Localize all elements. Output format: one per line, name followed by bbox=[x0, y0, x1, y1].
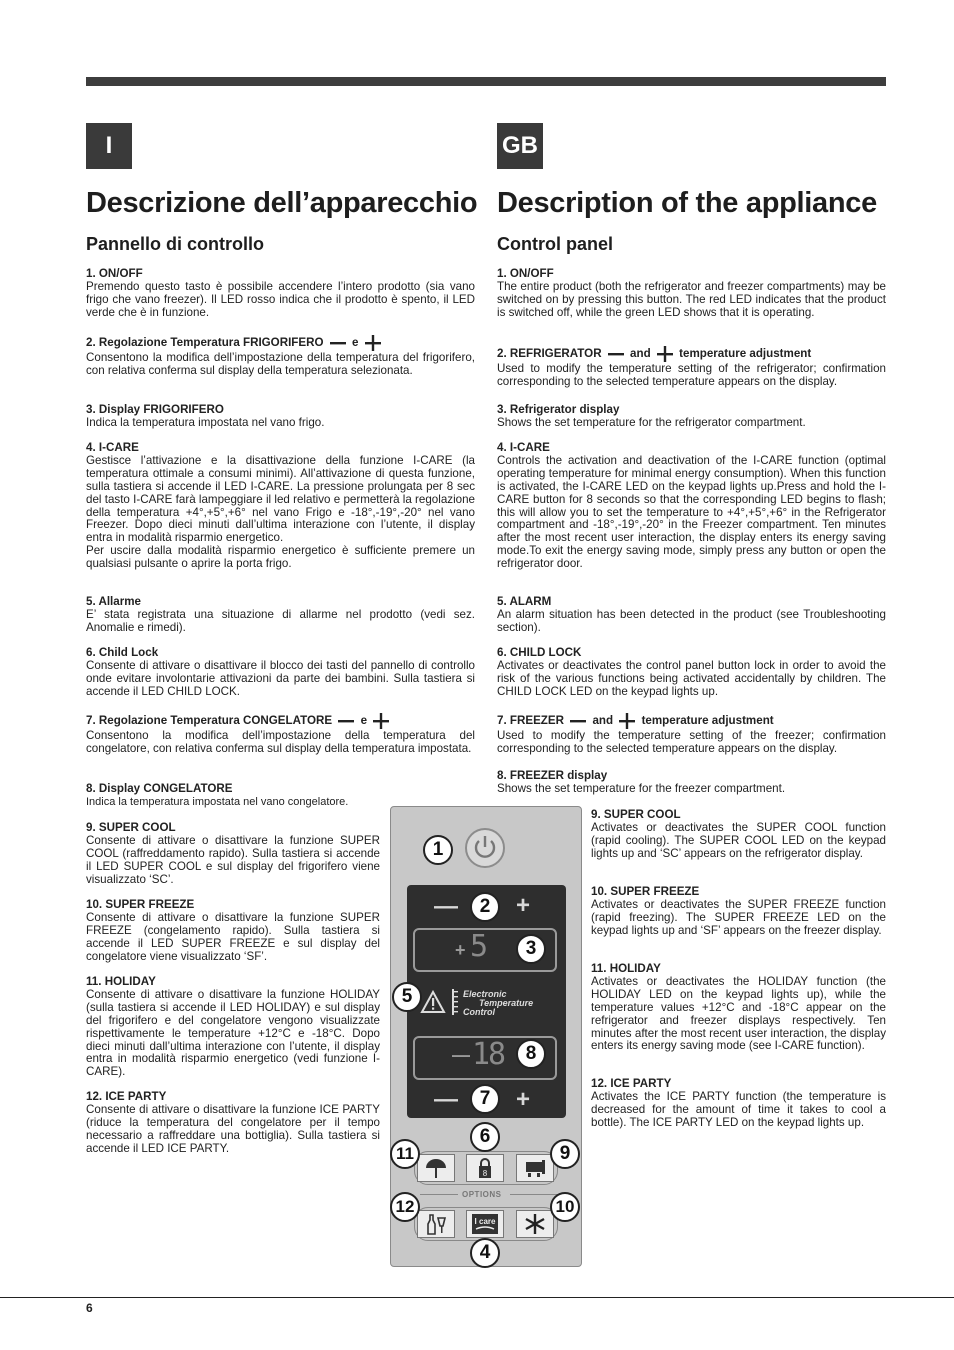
it-section-8 bbox=[86, 783, 475, 809]
section-heading: 9. SUPER COOL bbox=[591, 808, 681, 821]
freezer-minus-key: — bbox=[434, 1086, 458, 1113]
callout-1: 1 bbox=[423, 835, 453, 865]
section-heading: 7. FREEZER bbox=[497, 714, 564, 728]
section-body: Gestisce l’attivazione e la disattivazione della funzione I-CARE (la temperatura ottimale a consumi minimi). All’attivazione di questa funzione, sulla tastiera si accende il LED I-CARE. La pressione prolungata per 8 sec del tasto I-CARE farà lampeggiare il led relativo e permetterà la regolazione della temperatura +4°,+5°,+6° nel vano Frigo e -18°,-19°,-20° nel vano Freezer. Dopo dieci minuti dall’ultima interazione con l’utente, il display entra in modalità risparmio energetico. bbox=[86, 453, 475, 545]
section-body: E’ stata registrata una situazione di allarme nel prodotto (vedi sez. Anomalie e rimedi). bbox=[86, 607, 475, 634]
section-heading: 9. SUPER COOL bbox=[86, 821, 176, 834]
plus-icon bbox=[656, 345, 674, 363]
section-heading: 8. Display CONGELATORE bbox=[86, 782, 233, 795]
minus-icon bbox=[569, 716, 587, 726]
fridge-temperature-readout: 5 bbox=[470, 929, 487, 964]
section-body: Used to modify the temperature setting of the freezer; confirmation corresponding to the selected temperature appears on the display. bbox=[497, 729, 886, 755]
brand-line-3: Control bbox=[463, 1007, 495, 1017]
fridge-sign: + bbox=[455, 940, 466, 960]
bottom-rule bbox=[0, 1297, 954, 1298]
ice-party-key bbox=[417, 1210, 455, 1238]
minus-icon bbox=[337, 716, 355, 726]
section-heading: 10. SUPER FREEZE bbox=[86, 898, 195, 911]
it-section-9 bbox=[86, 822, 380, 887]
super-cool-icon bbox=[522, 1157, 548, 1179]
plus-icon bbox=[618, 712, 636, 730]
section-heading: 4. I-CARE bbox=[497, 441, 550, 454]
gb-section-4 bbox=[497, 442, 886, 571]
minus-icon bbox=[607, 349, 625, 359]
i-care-key bbox=[466, 1210, 504, 1238]
child-lock-key bbox=[466, 1154, 504, 1182]
section-title-gb: Control panel bbox=[497, 234, 613, 254]
section-body: Premendo questo tasto è possibile accendere l’intero prodotto (sia vano frigo che vano freezer). Il LED rosso indica che il prodotto è spento, il LED verde che è in funzione. bbox=[86, 279, 475, 319]
section-heading: 2. Regolazione Temperatura FRIGORIFERO bbox=[86, 336, 324, 350]
section-body: Activates or deactivates the HOLIDAY function (the HOLIDAY LED on the keypad lights up), while the temperature values +12°C and -18°C appear on the refrigerator and freezer displays respectively. Ten minutes after the most recent user interaction, the display enters its energy saving mode (see I-CARE function). bbox=[591, 974, 886, 1053]
it-section-4 bbox=[86, 442, 475, 571]
gb-section-11 bbox=[591, 963, 886, 1053]
gb-section-9 bbox=[591, 809, 886, 861]
section-body: Consentono la modifica dell’impostazione della temperatura del frigorifero, con relativa conferma sul display della temperatura selezionata. bbox=[86, 351, 475, 377]
it-section-11 bbox=[86, 976, 380, 1079]
gb-section-12 bbox=[591, 1078, 886, 1130]
snowflake-icon bbox=[523, 1212, 547, 1236]
section-body: Consentono la modifica dell’impostazione della temperatura del congelatore, con relativa conferma sul display della temperatura impostata. bbox=[86, 729, 475, 755]
section-body: Indica la temperatura impostata nel vano frigo. bbox=[86, 415, 325, 429]
thermometer-icon bbox=[451, 988, 461, 1018]
gb-section-1 bbox=[497, 268, 886, 320]
heading-conjunction: e bbox=[351, 336, 359, 350]
i-care-text: I care bbox=[474, 1217, 496, 1226]
section-heading: 10. SUPER FREEZE bbox=[591, 885, 700, 898]
section-body: Consente di attivare o disattivare la funzione SUPER COOL (raffreddamento rapido). Sulla tastiera si accende il LED SUPER COOL e sul display del frigorifero viene visualizzato ‘SC’. bbox=[86, 833, 380, 886]
section-heading: 8. FREEZER display bbox=[497, 769, 608, 782]
section-body: Activates or deactivates the control panel button lock in order to avoid the risk of the various functions being activated accidentally by children. The CHILD LOCK LED on the keypad lights up. bbox=[497, 658, 886, 698]
top-rule bbox=[86, 77, 886, 86]
section-heading: 3. Refrigerator display bbox=[497, 403, 620, 416]
section-body: Activates or deactivates the SUPER FREEZE function (rapid freezing). The SUPER FREEZE LED on the keypad lights up and ‘SF’ appears on the freezer display. bbox=[591, 897, 886, 937]
it-section-2 bbox=[86, 334, 475, 378]
section-body: Consente di attivare o disattivare la funzione SUPER FREEZE (congelamento rapido). Sulla tastiera si accende il LED SUPER FREEZE e sul display del congelatore viene visualizzato ‘SF’. bbox=[86, 910, 380, 963]
section-heading: 5. ALARM bbox=[497, 595, 552, 608]
section-body: Activates the ICE PARTY function (the temperature is decreased for the amount of time it takes to cool a bottle). The ICE PARTY LED on the keypad lights up. bbox=[591, 1089, 886, 1129]
super-freeze-key bbox=[516, 1210, 554, 1238]
alarm-warning-icon bbox=[420, 990, 446, 1014]
section-body: An alarm situation has been detected in the product (see Troubleshooting section). bbox=[497, 607, 886, 634]
section-heading: 12. ICE PARTY bbox=[86, 1090, 167, 1103]
lock-key-text: 8 bbox=[482, 1169, 488, 1178]
gb-section-3 bbox=[497, 404, 886, 430]
display-brand-text bbox=[463, 990, 533, 1017]
gb-section-5 bbox=[497, 596, 886, 635]
section-body: The entire product (both the refrigerator and freezer compartments) may be switched on by pressing this button. The red LED indicates that the product is switched off, while the green LED shows that it is operating. bbox=[497, 279, 886, 319]
it-section-12 bbox=[86, 1091, 380, 1156]
section-body: Shows the set temperature for the freezer compartment. bbox=[497, 781, 786, 795]
section-heading: 5. Allarme bbox=[86, 595, 141, 608]
callout-10: 10 bbox=[550, 1192, 580, 1222]
freezer-plus-key: + bbox=[516, 1086, 531, 1113]
section-body: Indica la temperatura impostata nel vano congelatore. bbox=[86, 795, 349, 808]
it-section-5 bbox=[86, 596, 475, 635]
it-section-7 bbox=[86, 712, 475, 756]
callout-3: 3 bbox=[516, 934, 546, 964]
gb-section-2 bbox=[497, 345, 886, 389]
lock-icon bbox=[474, 1156, 496, 1180]
callout-7: 7 bbox=[470, 1084, 500, 1114]
section-body: Shows the set temperature for the refrigerator compartment. bbox=[497, 415, 806, 429]
it-section-10 bbox=[86, 899, 380, 964]
callout-8: 8 bbox=[516, 1039, 546, 1069]
page-number: 6 bbox=[86, 1301, 93, 1315]
language-flag-it: I bbox=[86, 123, 132, 169]
section-body: Activates or deactivates the SUPER COOL function (rapid cooling). The SUPER COOL LED on the keypad lights up and ‘SC’ appears on the refrigerator display. bbox=[591, 820, 886, 860]
brand-line-1: Electronic bbox=[463, 989, 507, 999]
fridge-plus-key: + bbox=[516, 892, 531, 919]
plus-icon bbox=[372, 712, 390, 730]
freezer-sign: — bbox=[452, 1045, 470, 1065]
bottle-glass-icon bbox=[423, 1212, 449, 1236]
section-title-it: Pannello di controllo bbox=[86, 234, 265, 254]
super-cool-key bbox=[516, 1154, 554, 1182]
gb-section-7 bbox=[497, 712, 886, 756]
it-section-3 bbox=[86, 404, 475, 430]
section-heading: 6. CHILD LOCK bbox=[497, 646, 582, 659]
callout-6: 6 bbox=[470, 1122, 500, 1152]
section-heading: 1. ON/OFF bbox=[86, 267, 143, 280]
gb-section-6 bbox=[497, 647, 886, 699]
it-section-1 bbox=[86, 268, 475, 320]
callout-5: 5 bbox=[392, 982, 422, 1012]
callout-2: 2 bbox=[470, 892, 500, 922]
heading-suffix: temperature adjustment bbox=[641, 714, 774, 728]
power-icon bbox=[467, 830, 503, 866]
section-heading: 1. ON/OFF bbox=[497, 267, 554, 280]
section-heading: 7. Regolazione Temperatura CONGELATORE bbox=[86, 714, 333, 728]
callout-12: 12 bbox=[390, 1192, 420, 1222]
section-heading: 2. REFRIGERATOR bbox=[497, 347, 602, 361]
heading-suffix: temperature adjustment bbox=[679, 347, 812, 361]
section-heading: 11. HOLIDAY bbox=[591, 962, 661, 975]
it-section-6 bbox=[86, 647, 475, 699]
callout-11: 11 bbox=[390, 1139, 420, 1169]
options-divider-left bbox=[420, 1194, 458, 1195]
section-heading: 6. Child Lock bbox=[86, 646, 159, 659]
section-heading: 4. I-CARE bbox=[86, 441, 139, 454]
section-heading: 12. ICE PARTY bbox=[591, 1077, 672, 1090]
page-title-it: Descrizione dell’apparecchio bbox=[86, 187, 478, 219]
holiday-key bbox=[417, 1154, 455, 1182]
section-body: Consente di attivare o disattivare la funzione ICE PARTY (riduce la temperatura del congelatore per il tempo necessario a raffreddare una bottiglia). Sulla tastiera si accende il LED ICE PARTY. bbox=[86, 1102, 380, 1155]
on-off-button bbox=[465, 828, 505, 868]
section-body-extra: Per uscire dalla modalità risparmio energetico è sufficiente premere un qualsiasi pulsante o aprire la porta frigo. bbox=[86, 544, 475, 571]
heading-conjunction: and bbox=[592, 714, 614, 728]
gb-section-10 bbox=[591, 886, 886, 938]
plus-icon bbox=[364, 334, 382, 352]
brand-line-2: Temperature bbox=[479, 998, 534, 1008]
page-title-gb: Description of the appliance bbox=[497, 187, 877, 219]
options-label: OPTIONS bbox=[462, 1190, 502, 1199]
heading-conjunction: and bbox=[630, 347, 651, 361]
freezer-temperature-readout: 18 bbox=[472, 1037, 505, 1072]
options-divider-right bbox=[510, 1194, 558, 1195]
language-flag-gb: GB bbox=[497, 123, 543, 169]
gb-section-8 bbox=[497, 770, 886, 796]
holiday-umbrella-icon bbox=[423, 1157, 449, 1179]
callout-4: 4 bbox=[470, 1238, 500, 1268]
section-body: Consente di attivare o disattivare la funzione HOLIDAY (sulla tastiera si accende il LED HOLIDAY) e sul display del frigorifero e del congelatore vengono visualizzate rispettivamente le temperature +12°C e -18°C. Dopo dieci minuti dall’ultima interazione con l’utente, il display entra in modalità risparmio energetico (vedi funzione I-CARE). bbox=[86, 987, 380, 1079]
minus-icon bbox=[329, 338, 347, 348]
section-body: Controls the activation and deactivation of the I-CARE function (optimal operating temperature for minimal energy consumption). When this function is activated, the I-CARE LED on the keypad lights up.Press and hold the I-CARE button for 8 seconds so that the corresponding LED begins to flash; this will allow you to set the temperature to +4°,+5°,+6° in the Refrigerator compartment and -18°,-19°,-20° in the Freezer compartment. Ten minutes after the most recent user interaction, the display enters its energy saving mode.To exit the energy saving mode, simply press any button or open the refrigerator door. bbox=[497, 453, 886, 571]
section-body: Consente di attivare o disattivare il blocco dei tasti del pannello di controllo onde evitare involontarie attivazioni da parte dei bambini. Sulla tastiera si accende il LED CHILD LOCK. bbox=[86, 658, 475, 698]
fridge-minus-key: — bbox=[434, 893, 458, 920]
i-care-icon bbox=[470, 1212, 500, 1236]
callout-9: 9 bbox=[550, 1139, 580, 1169]
section-body: Used to modify the temperature setting of the refrigerator; confirmation corresponding to the selected temperature appears on the display. bbox=[497, 362, 886, 388]
section-heading: 3. Display FRIGORIFERO bbox=[86, 403, 224, 416]
heading-conjunction: e bbox=[360, 714, 368, 728]
section-heading: 11. HOLIDAY bbox=[86, 975, 156, 988]
